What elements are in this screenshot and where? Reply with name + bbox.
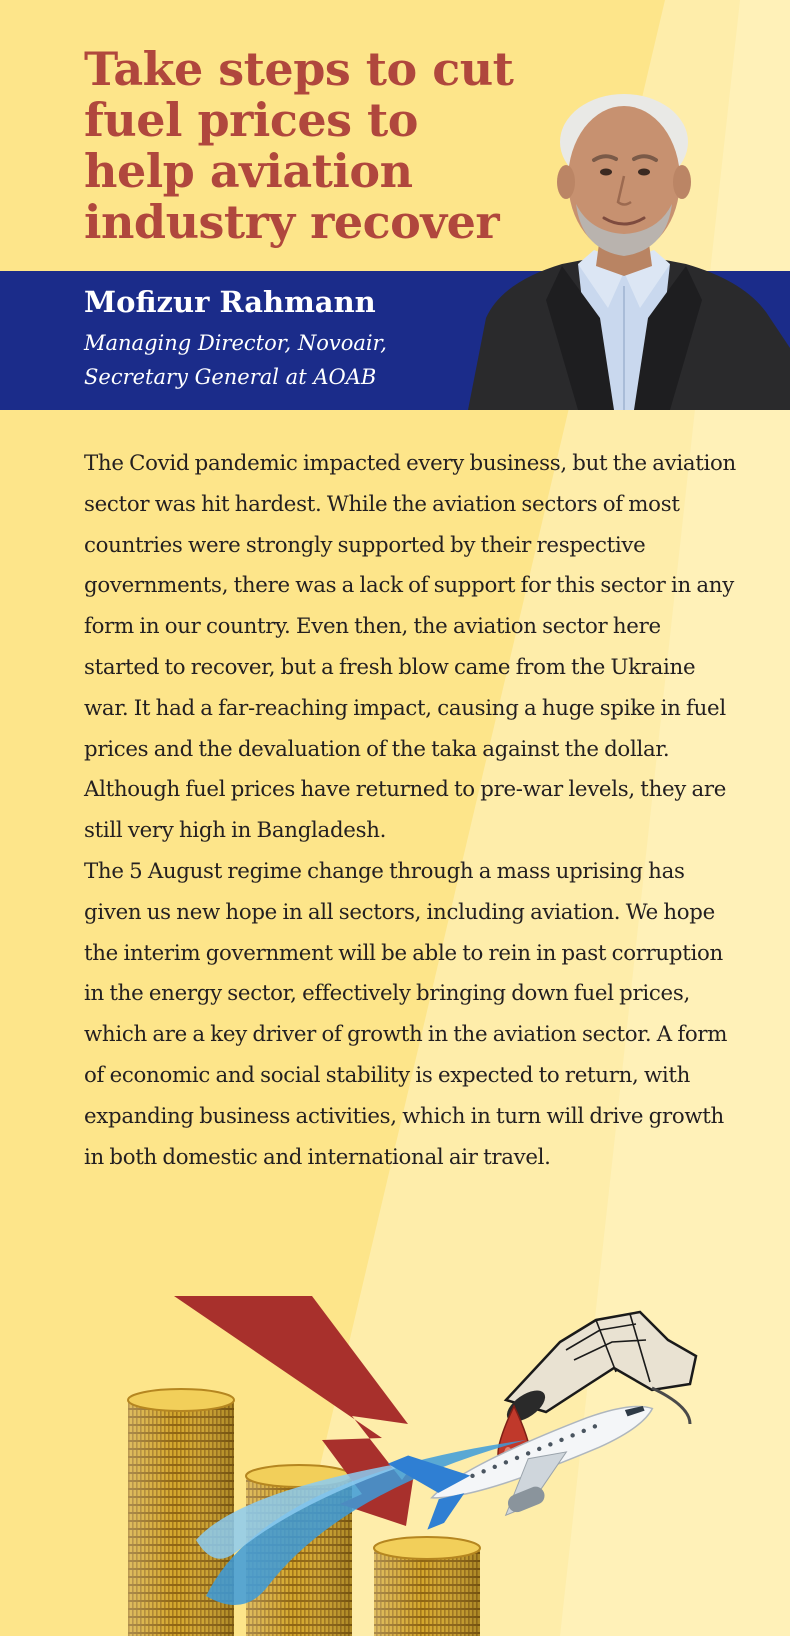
author-role-line-1: Managing Director, Novoair, (84, 331, 387, 355)
fuel-nozzle-icon (502, 1312, 696, 1428)
article-paragraph-1: The Covid pandemic impacted every business, but the aviation sector was hit hardest. While the aviation sectors of most countries were strongly supported by their respective governments, there was a lack of support for this sector in any form in our country. Even then, the aviation sector here started to recover, but a fresh blow came from the Ukraine war. It had a far-reaching impact, causing a huge spike in fuel prices and the devaluation of the taka against the dollar. Although fuel prices have returned to pre-war levels, they are still very high in Bangladesh. (84, 451, 736, 844)
article-paragraph-2: The 5 August regime change through a mass uprising has given us new hope in all sectors, including aviation. We hope the interim government will be able to rein in past corruption in the energy sector, effectively bringing down fuel prices, which are a key driver of growth in the aviation sector. A form of economic and social stability is expected to return, with expanding business activities, which in turn will drive growth in both domestic and international air travel. (84, 858, 728, 1170)
coin-stack-right (374, 1537, 480, 1636)
author-portrait (458, 86, 790, 410)
author-role (84, 326, 464, 394)
fuel-price-illustration (0, 1290, 790, 1636)
article-body (84, 444, 736, 1178)
headline: Take steps to cut fuel prices to help aviation industry recover (84, 42, 514, 249)
author-role-line-2: Secretary General at AOAB (84, 365, 377, 389)
author-name: Mofizur Rahmann (84, 285, 376, 319)
